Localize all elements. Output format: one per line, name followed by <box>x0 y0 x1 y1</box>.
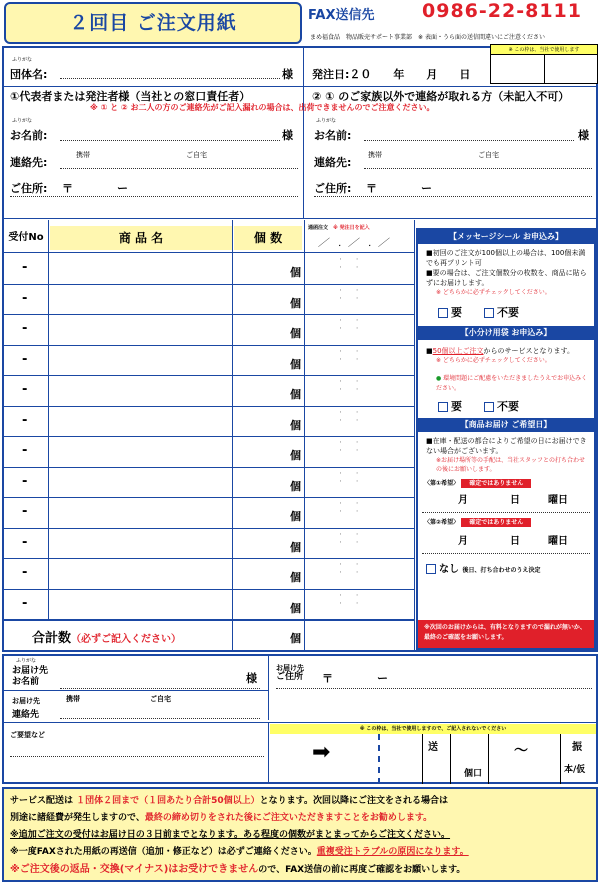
row-unit: 個 <box>290 327 301 340</box>
row-dots: ・ ・ ・ ・ <box>338 257 360 271</box>
tel-label-2: 連絡先: <box>314 156 352 169</box>
address-label-2: ご住所: <box>314 182 352 195</box>
tel-field-1[interactable] <box>60 168 298 169</box>
date-title: 【商品お届け ご希望日】 <box>418 418 594 432</box>
row-unit: 個 <box>290 357 301 371</box>
row-dots: ・ ・ ・ ・ <box>338 318 360 332</box>
note-4: ※一度FAXされた用紙の再送信（追加・修正など）は必ずご連絡ください。重複受注トラブルの原因になります。 <box>10 847 469 857</box>
address-field-2[interactable] <box>314 196 592 197</box>
row-unit: 個 <box>290 296 301 310</box>
msg-1: ■初回のご注文が100個以上の場合は、100個未満でも再プリント可 <box>426 249 586 267</box>
delivery-tel-field[interactable] <box>60 718 260 719</box>
row-unit: 個 <box>290 388 301 401</box>
contact2-title: ② ① のご家族以外で連絡が取れる方（未記入不可） <box>312 90 570 103</box>
contact1-title: ①代表者または発注者様（当社との窓口責任者） <box>10 90 251 103</box>
delivery-home: ご自宅 <box>150 695 171 703</box>
row-unit: 個 <box>290 266 301 279</box>
wish2-note: 確定ではありません <box>461 518 531 527</box>
fax-number: 0986-22-8111 <box>422 0 582 22</box>
next-note: ※次回のお届けからは、有料となりますので漏れが無いか、最終のご確認をお願いします。 <box>418 620 594 648</box>
row-unit: 個 <box>290 418 301 432</box>
furigana-label-2: ふりがな <box>316 118 337 124</box>
delivery-postal[interactable]: 〒 ー <box>322 672 388 685</box>
wish2-date[interactable]: 月 日 曜日 <box>458 536 568 547</box>
col-no: 受付No <box>4 226 48 250</box>
furigana-label-1: ふりがな <box>12 118 33 124</box>
fax-subtext: まめ福食品 物品販売サポート事業部 ※ 表面・うら面の送信間違いにご注意ください <box>310 34 545 41</box>
address-label-1: ご住所: <box>10 182 48 195</box>
delivery-tel-label: お届け先 連絡先 <box>12 697 40 720</box>
row-dash: - <box>22 321 28 336</box>
row-dots: ・ ・ ・ ・ <box>338 470 360 485</box>
row-dash: - <box>22 412 28 428</box>
requests-label: ご要望など <box>10 731 45 739</box>
sama-label-1: 様 <box>282 129 293 142</box>
delivery-sama: 様 <box>246 672 257 685</box>
none-option[interactable]: なし 後日、打ち合わせのうえ決定 <box>418 554 594 575</box>
col-ship-note: 通函注文 ※ 発注日を記入 <box>308 225 370 231</box>
total-label: 合計数（必ずご記入ください） <box>32 631 182 646</box>
wish1-date[interactable]: 月 日 曜日 <box>458 495 568 506</box>
ship-date-slots[interactable]: ／ ．／ ．／ <box>318 238 388 249</box>
bag-1: ■50個以上ご注文からのサービスとなります。 <box>426 347 574 355</box>
date-1: ■在庫・配送の都合によりご希望の日にお届けできない場合がございます。 <box>426 437 587 455</box>
row-dots: ・ ・ ・ ・ <box>338 531 360 546</box>
address-field-1[interactable] <box>10 196 298 197</box>
order-row[interactable] <box>2 376 414 407</box>
delivery-addr-label: お届け先 ご住所 <box>276 664 304 682</box>
requests-field[interactable] <box>10 756 264 757</box>
bag-noneed-checkbox[interactable] <box>484 402 494 412</box>
bag-need-checkbox[interactable] <box>438 402 448 412</box>
delivery-name-label: お届け先 お名前 <box>12 666 49 687</box>
group-name-label: 団体名: <box>10 68 48 81</box>
fax-label: FAX送信先 <box>308 8 375 23</box>
kuchi-label: 個口 <box>464 769 483 779</box>
msg-2: ■要の場合は、ご注文個数分の枚数を、商品に貼らずにお届けします。 <box>426 269 587 287</box>
order-row[interactable] <box>2 498 414 529</box>
msg-need-checkbox[interactable] <box>438 308 448 318</box>
order-row[interactable] <box>2 285 414 316</box>
row-dash: - <box>22 260 28 275</box>
row-dash: - <box>22 351 28 367</box>
home-label-1: ご自宅 <box>186 151 207 159</box>
wish1-note: 確定ではありません <box>461 479 531 488</box>
notes-box <box>2 787 598 882</box>
options-panel: 【メッセージシール お申込み】 ■初回のご注文が100個以上の場合は、100個未満でも再プリント可 ■要の場合は、ご注文個数分の枚数を、商品に貼らずにお届けします。 ※ どちらかに必ずチェックしてください。 要 不要 【小分け用袋 お申込み】 ■50個以上ご注文からのサービスとなります。 ※ どちらかに必ずチェックしてください。 ● 環境問題にご配慮をいただきましたうえでお申込みください。 要 不要 【商品お届け ご希望日】 ■在庫・配送の都合によりご希望の日にお届けできない場合がございます。 ※お届け場所等の手配は、当社スタッフとの打ち合わせの後にお願いします。 〈第①希望〉 確定ではありません 月 日 曜日 〈第②希望〉 確定ではありません 月 日 曜日 なし 後日、打ち合わせのうえ決定 ※次回のお届けからは、有料となりますので漏れが無いか、最終のご確認をお願いします。 <box>416 228 596 650</box>
row-dots: ・ ・ ・ ・ <box>338 379 360 393</box>
fu-label: 振 <box>572 742 582 753</box>
delivery-furigana: ふりがな <box>16 658 37 664</box>
row-unit: 個 <box>290 479 301 493</box>
col-qty: 個 数 <box>234 226 302 250</box>
mobile-label-2: 携帯 <box>368 151 382 159</box>
name-label-1: お名前: <box>10 129 48 142</box>
postal-1: 〒 ー <box>62 182 128 195</box>
row-dots: ・ ・ ・ ・ <box>338 348 360 363</box>
row-dash: - <box>22 504 28 519</box>
group-name-field[interactable] <box>60 78 280 79</box>
row-dash: - <box>22 595 28 611</box>
tilde: ～ <box>514 743 528 759</box>
row-dash: - <box>22 443 28 458</box>
postal-2: 〒 ー <box>366 182 432 195</box>
order-row[interactable] <box>2 437 414 468</box>
delivery-name-field[interactable] <box>60 688 260 689</box>
tel-field-2[interactable] <box>364 168 592 169</box>
bag-warn: ※ どちらかに必ずチェックしてください。 <box>436 357 551 364</box>
order-row[interactable] <box>2 254 414 285</box>
row-dots: ・ ・ ・ ・ <box>338 440 360 454</box>
row-unit: 個 <box>290 449 301 462</box>
name-field-2[interactable] <box>364 140 574 141</box>
row-unit: 個 <box>290 510 301 523</box>
row-dash: - <box>22 382 28 397</box>
row-dots: ・ ・ ・ ・ <box>338 287 360 302</box>
arrow-icon: ➡ <box>312 740 331 765</box>
bag-eco: ● 環境問題にご配慮をいただきましたうえでお申込みください。 <box>436 375 588 392</box>
note-1: サービス配送は １団体２回まで（１回あたり合計50個以上）となります。次回以降にご注文をされる場合は <box>10 796 448 806</box>
row-dash: - <box>22 565 28 580</box>
order-row[interactable] <box>2 529 414 560</box>
order-row[interactable] <box>2 407 414 438</box>
order-row[interactable] <box>2 315 414 346</box>
msg-warn: ※ どちらかに必ずチェックしてください。 <box>436 289 551 296</box>
hon-label: 本/仮 <box>564 765 586 775</box>
msg-title: 【メッセージシール お申込み】 <box>418 230 594 244</box>
row-unit: 個 <box>290 571 301 584</box>
row-unit: 個 <box>290 540 301 554</box>
date-warn: ※お届け場所等の手配は、当社スタッフとの打ち合わせの後にお願いします。 <box>436 457 586 473</box>
delivery-mobile: 携帯 <box>66 695 80 703</box>
office-note: ※ この枠は、当社で使用しますので、ご記入されないでください <box>270 724 596 734</box>
col-product: 商 品 名 <box>50 226 232 250</box>
note-2: 別途に諸経費が発生しますので、最終の締め切りをされた後にご注文いただきますことをお勧めします。 <box>10 813 433 823</box>
office-use-box: ※ この枠は、当社で使用します <box>490 44 598 84</box>
wish1-label: 〈第①希望〉 <box>424 480 460 487</box>
name-field-1[interactable] <box>60 140 280 141</box>
row-dots: ・ ・ ・ ・ <box>338 562 360 576</box>
row-dash: - <box>22 473 28 489</box>
name-label-2: お名前: <box>314 129 352 142</box>
tel-label-1: 連絡先: <box>10 156 48 169</box>
order-row[interactable] <box>2 590 414 621</box>
order-row[interactable] <box>2 559 414 590</box>
note-5: ※ご注文後の返品・交換(マイナス)はお受けできませんので、FAX送信の前に再度ご確認をお願いします。 <box>10 864 466 875</box>
row-unit: 個 <box>290 601 301 615</box>
row-dots: ・ ・ ・ ・ <box>338 409 360 424</box>
row-dash: - <box>22 290 28 306</box>
row-dots: ・ ・ ・ ・ <box>338 592 360 607</box>
contact-warning: ※ ① と ② お二人の方のご連絡先がご記入漏れの場合は、出荷できませんのでご注意ください。 <box>90 103 435 112</box>
note-3: ※追加ご注文の受付はお届け日の３日前までとなります。ある程度の個数がまとまってからご注文ください。 <box>10 830 451 840</box>
order-date-label[interactable]: 発注日:２０ 年 月 日 <box>312 68 471 81</box>
order-row[interactable] <box>2 346 414 377</box>
row-dots: ・ ・ ・ ・ <box>338 501 360 515</box>
home-label-2: ご自宅 <box>478 151 499 159</box>
form-title: ２回目 ご注文用紙 <box>4 2 302 44</box>
mobile-label-1: 携帯 <box>76 151 90 159</box>
order-row[interactable] <box>2 468 414 499</box>
bag-title: 【小分け用袋 お申込み】 <box>418 326 594 340</box>
row-dash: - <box>22 534 28 550</box>
total-unit: 個 <box>290 632 301 645</box>
sama-label-2: 様 <box>578 129 589 142</box>
send-label: 送 <box>428 742 438 753</box>
delivery-addr-field[interactable] <box>276 688 592 689</box>
msg-noneed-checkbox[interactable] <box>484 308 494 318</box>
wish2-label: 〈第②希望〉 <box>424 519 460 526</box>
sama-label: 様 <box>282 68 293 81</box>
furigana-label: ふりがな <box>12 57 33 63</box>
